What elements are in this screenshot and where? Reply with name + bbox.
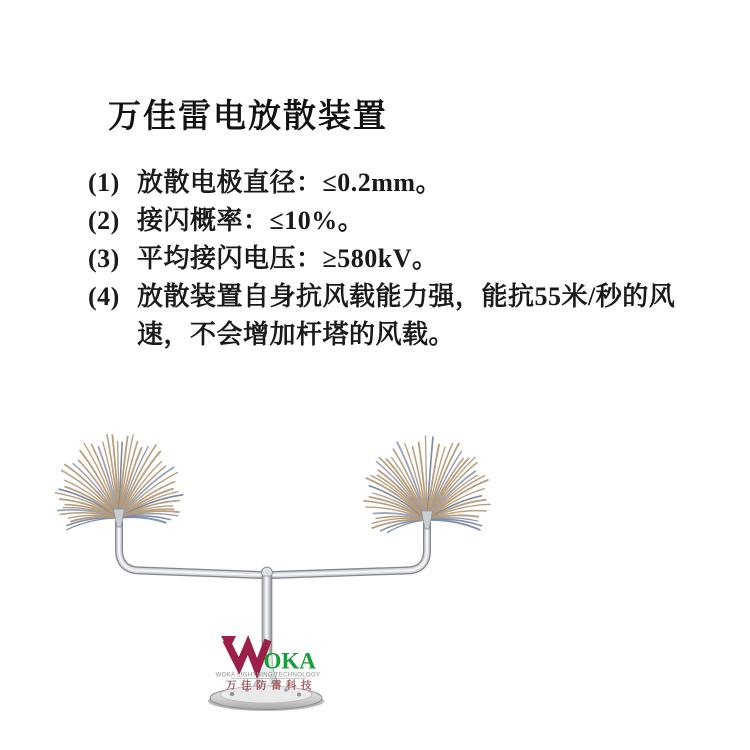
- product-image: [0, 400, 750, 750]
- spec-item-line: [88, 164, 675, 202]
- spec-list: [88, 164, 675, 354]
- woka-logo-chinese: 万佳防雷科技: [226, 679, 316, 692]
- spec-text: 放散电极直径：≤0.2mm。: [137, 168, 443, 197]
- woka-logo-text: OKA: [263, 648, 316, 674]
- spec-number: (1): [88, 168, 120, 197]
- woka-logo-subtitle: WOKA LIGHTNING TECHNOLOGY: [215, 672, 321, 679]
- spec-text: 速，不会增加杆塔的风载。: [137, 320, 456, 349]
- spec-item-line: [88, 278, 675, 316]
- spec-number: (4): [88, 282, 120, 311]
- brush-strand: [119, 517, 166, 522]
- brush-strand: [427, 520, 480, 530]
- spec-text: 接闪概率：≤10%。: [137, 206, 365, 235]
- spec-number: (3): [88, 244, 120, 273]
- bolt-hole: [297, 693, 301, 697]
- spec-number: [88, 316, 137, 354]
- spec-item-line: [88, 316, 675, 354]
- spec-text: 平均接闪电压：≥580kV。: [137, 244, 439, 273]
- spec-item-line: [88, 202, 675, 240]
- spec-text: 放散装置自身抗风载能力强，能抗55米/秒的风: [137, 282, 676, 311]
- page-title: 万佳雷电放散装置: [108, 99, 388, 135]
- bolt-hole: [230, 692, 234, 696]
- spec-number: (2): [88, 206, 120, 235]
- woka-logo: [216, 636, 321, 692]
- spec-item-line: [88, 240, 675, 278]
